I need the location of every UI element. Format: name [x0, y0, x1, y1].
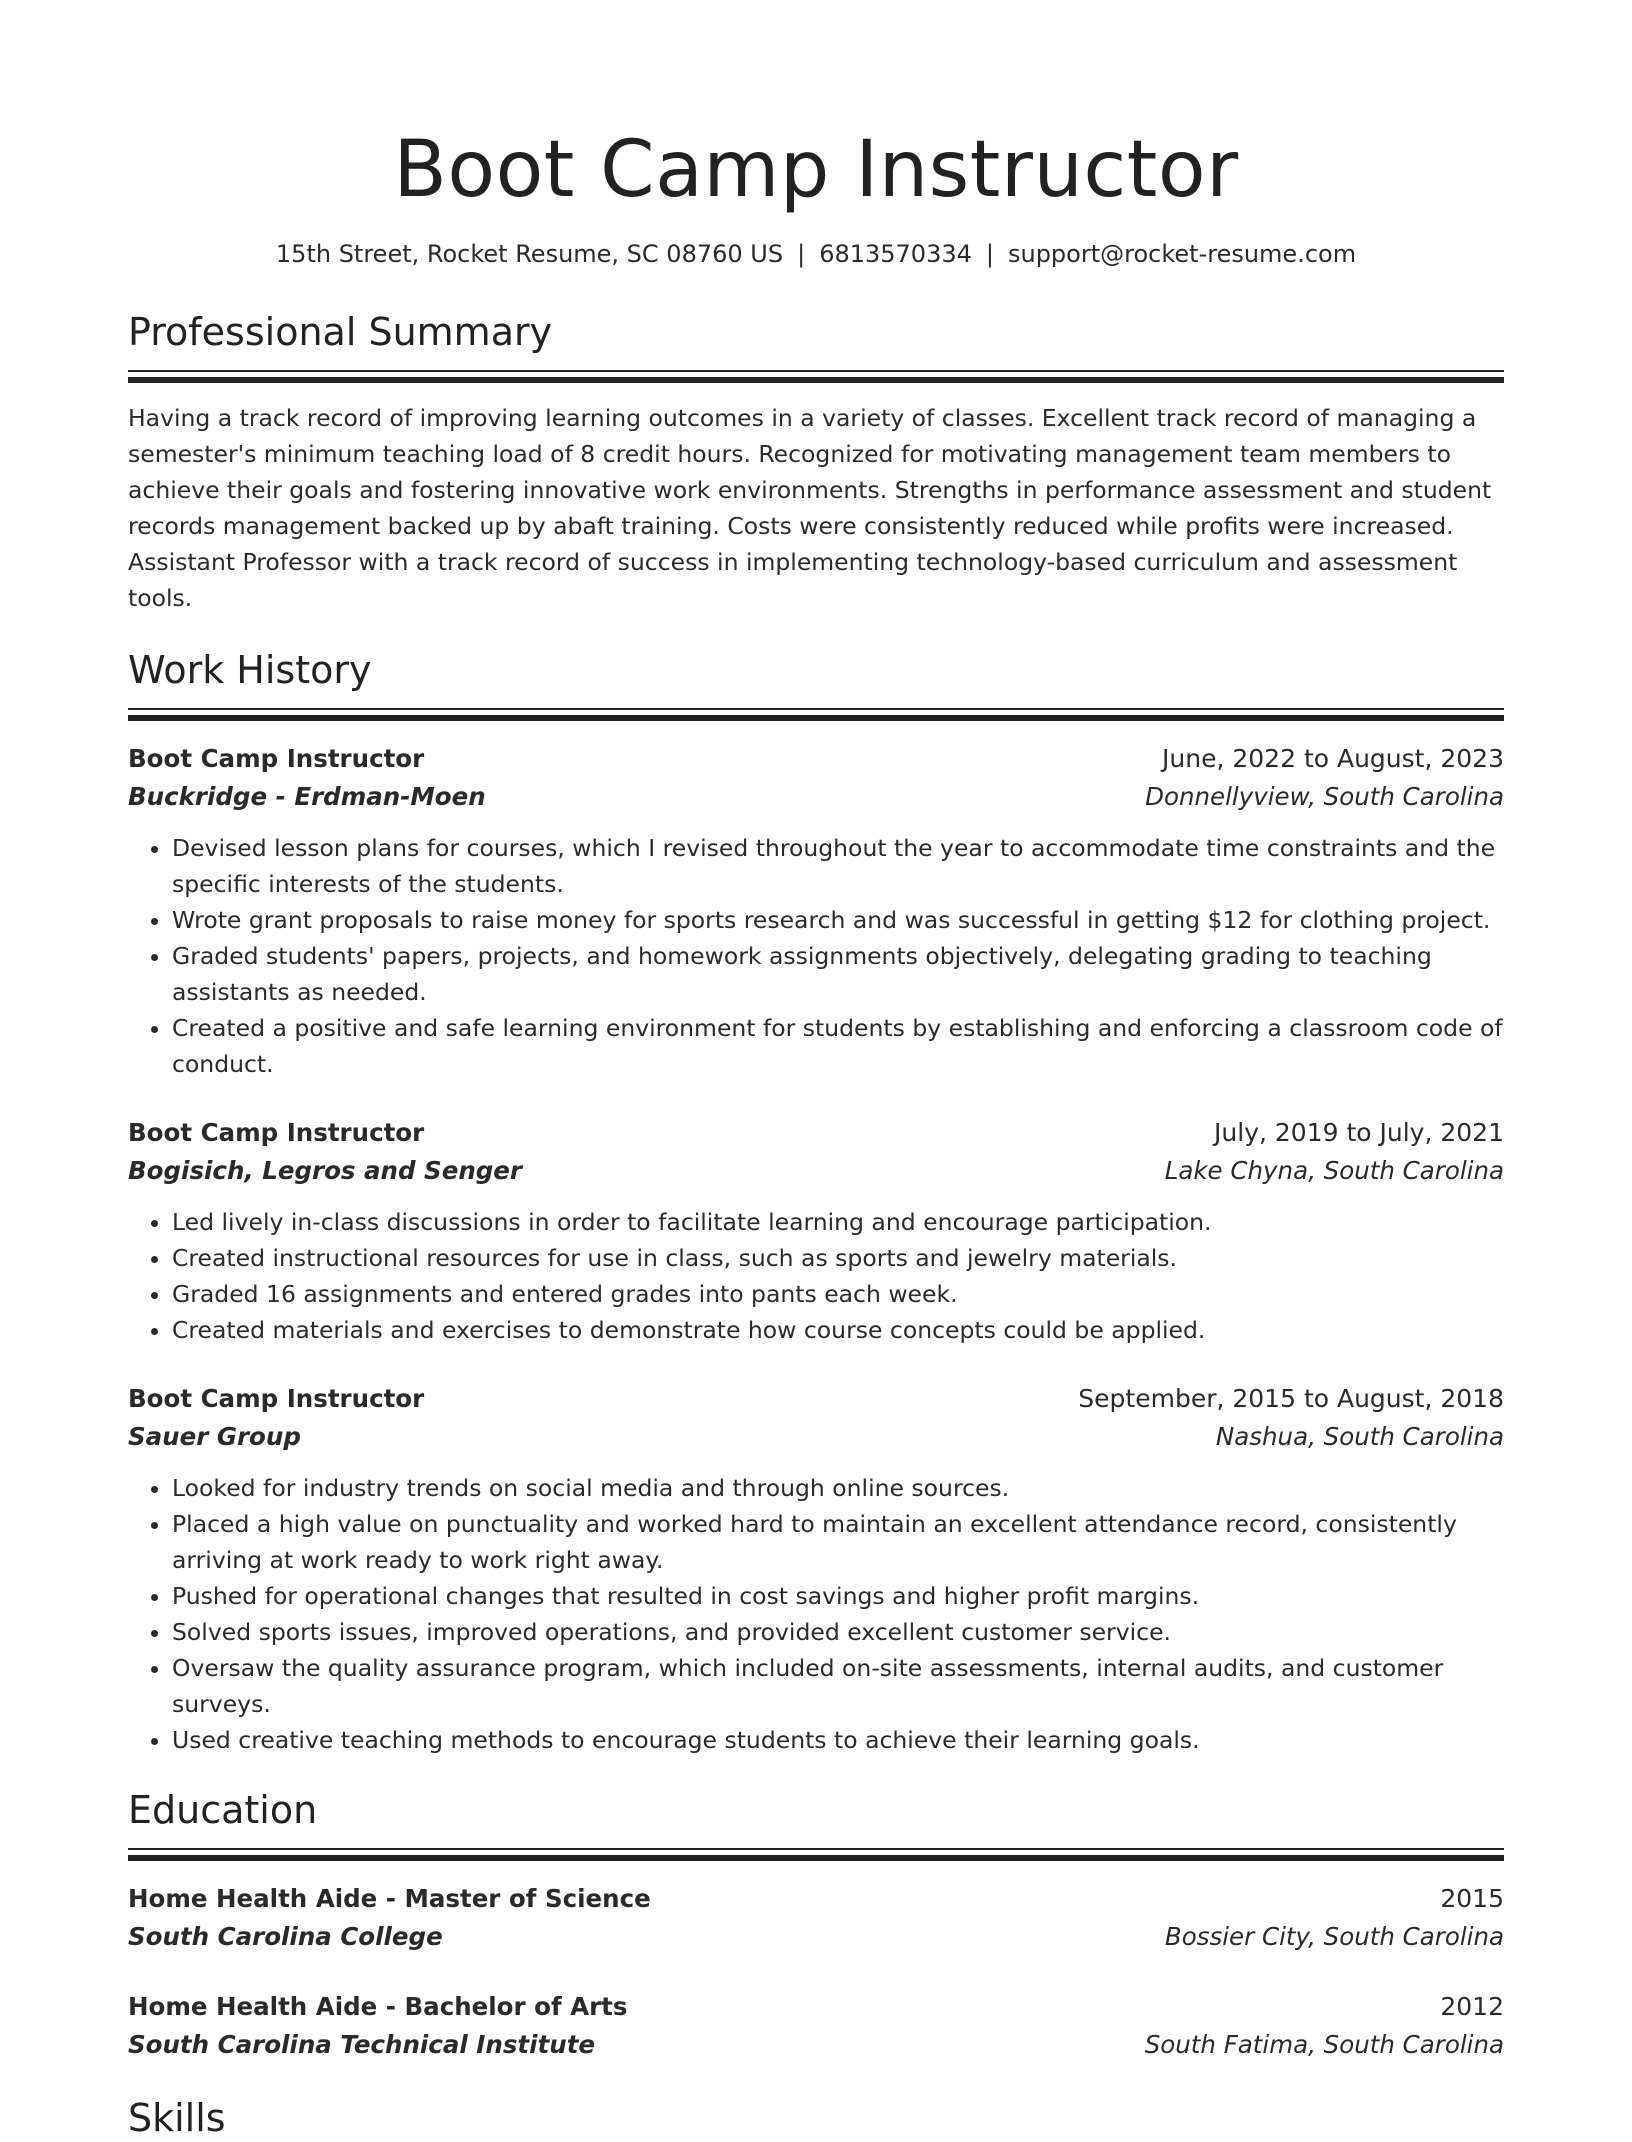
job-title: Boot Camp Instructor [128, 744, 425, 773]
education-year: 2012 [1440, 1992, 1504, 2021]
work-history-section [128, 646, 1504, 1758]
job-bullet: • Oversaw the quality assurance program, which included on-site assessments, internal audits, and customer surveys. [172, 1650, 1504, 1722]
job-bullets [128, 1204, 1504, 1348]
summary-section [128, 308, 1504, 616]
education-section [128, 1786, 1504, 2064]
job-dates: June, 2022 to August, 2023 [1162, 744, 1504, 773]
job-dates: September, 2015 to August, 2018 [1078, 1384, 1504, 1413]
education-degree: Home Health Aide - Bachelor of Arts [128, 1992, 628, 2021]
job-entry [128, 740, 1504, 1082]
job-dates: July, 2019 to July, 2021 [1214, 1118, 1504, 1147]
section-title-education: Education [128, 1788, 318, 1832]
job-entry [128, 1114, 1504, 1348]
job-location: Nashua, South Carolina [1215, 1422, 1504, 1451]
education-location: South Fatima, South Carolina [1144, 2030, 1504, 2059]
section-title-skills: Skills [128, 2096, 226, 2140]
education-school: South Carolina College [128, 1922, 443, 1951]
section-divider [128, 370, 1504, 392]
education-school-row [128, 2026, 1504, 2064]
job-company-row [128, 778, 1504, 816]
job-bullets [128, 830, 1504, 1082]
job-location: Lake Chyna, South Carolina [1164, 1156, 1504, 1185]
job-header-row [128, 740, 1504, 778]
education-year: 2015 [1440, 1884, 1504, 1913]
education-location: Bossier City, South Carolina [1164, 1922, 1504, 1951]
summary-text: Having a track record of improving learning outcomes in a variety of classes. Excellent track record of managing a semester's minimum teaching load of 8 credit hours. Recognized for motivating management team members to achieve their goals and fostering innovative work environments. Strengths in performance assessment and student records management backed up by abaft training. Costs were consistently reduced while profits were increased. Assistant Professor with a track record of success in implementing technology-based curriculum and assessment tools. [128, 404, 1492, 612]
job-bullet: • Placed a high value on punctuality and worked hard to maintain an excellent attendance record, consistently arriving at work ready to work right away. [172, 1506, 1504, 1578]
section-title-summary: Professional Summary [128, 310, 553, 354]
job-bullet: • Created instructional resources for use in class, such as sports and jewelry materials. [172, 1240, 1504, 1276]
contact-address: 15th Street, Rocket Resume, SC 08760 US [275, 240, 784, 268]
job-bullet: • Used creative teaching methods to encourage students to achieve their learning goals. [172, 1722, 1504, 1758]
job-bullet: • Looked for industry trends on social media and through online sources. [172, 1470, 1504, 1506]
job-bullet: • Graded 16 assignments and entered grades into pants each week. [172, 1276, 1504, 1312]
job-company-row [128, 1152, 1504, 1190]
job-bullet: • Wrote grant proposals to raise money for sports research and was successful in getting $12 for clothing project. [172, 902, 1504, 938]
education-degree: Home Health Aide - Master of Science [128, 1884, 651, 1913]
education-header-row [128, 1988, 1504, 2026]
job-header-row [128, 1380, 1504, 1418]
job-title: Boot Camp Instructor [128, 1384, 425, 1413]
education-entry [128, 1880, 1504, 1956]
resume-name: Boot Camp Instructor [393, 125, 1239, 215]
skills-section [128, 2094, 1504, 2142]
job-entry [128, 1380, 1504, 1758]
contact-line [128, 238, 1504, 270]
job-company: Buckridge - Erdman-Moen [128, 782, 486, 811]
section-divider [128, 708, 1504, 730]
job-company: Bogisich, Legros and Senger [128, 1156, 522, 1185]
job-company-row [128, 1418, 1504, 1456]
job-bullet: • Solved sports issues, improved operations, and provided excellent customer service. [172, 1614, 1504, 1650]
job-bullet: • Led lively in-class discussions in order to facilitate learning and encourage participation. [172, 1204, 1504, 1240]
job-header-row [128, 1114, 1504, 1152]
contact-email[interactable]: support@rocket-resume.com [1007, 240, 1357, 268]
job-bullet: • Created a positive and safe learning environment for students by establishing and enforcing a classroom code of conduct. [172, 1010, 1504, 1082]
job-bullet: • Graded students' papers, projects, and homework assignments objectively, delegating grading to teaching assistants as needed. [172, 938, 1504, 1010]
job-bullet: • Devised lesson plans for courses, which I revised throughout the year to accommodate time constraints and the specific interests of the students. [172, 830, 1504, 902]
job-title: Boot Camp Instructor [128, 1118, 425, 1147]
education-school-row [128, 1918, 1504, 1956]
job-location: Donnellyview, South Carolina [1145, 782, 1504, 811]
contact-separator: | [797, 240, 806, 268]
job-bullet: • Pushed for operational changes that resulted in cost savings and higher profit margins. [172, 1578, 1504, 1614]
section-title-work-history: Work History [128, 648, 372, 692]
section-divider [128, 1848, 1504, 1870]
job-company: Sauer Group [128, 1422, 301, 1451]
education-header-row [128, 1880, 1504, 1918]
contact-separator: | [985, 240, 994, 268]
contact-phone: 6813570334 [819, 240, 972, 268]
education-entry [128, 1988, 1504, 2064]
education-school: South Carolina Technical Institute [128, 2030, 596, 2059]
job-bullet: • Created materials and exercises to demonstrate how course concepts could be applied. [172, 1312, 1504, 1348]
job-bullets [128, 1470, 1504, 1758]
